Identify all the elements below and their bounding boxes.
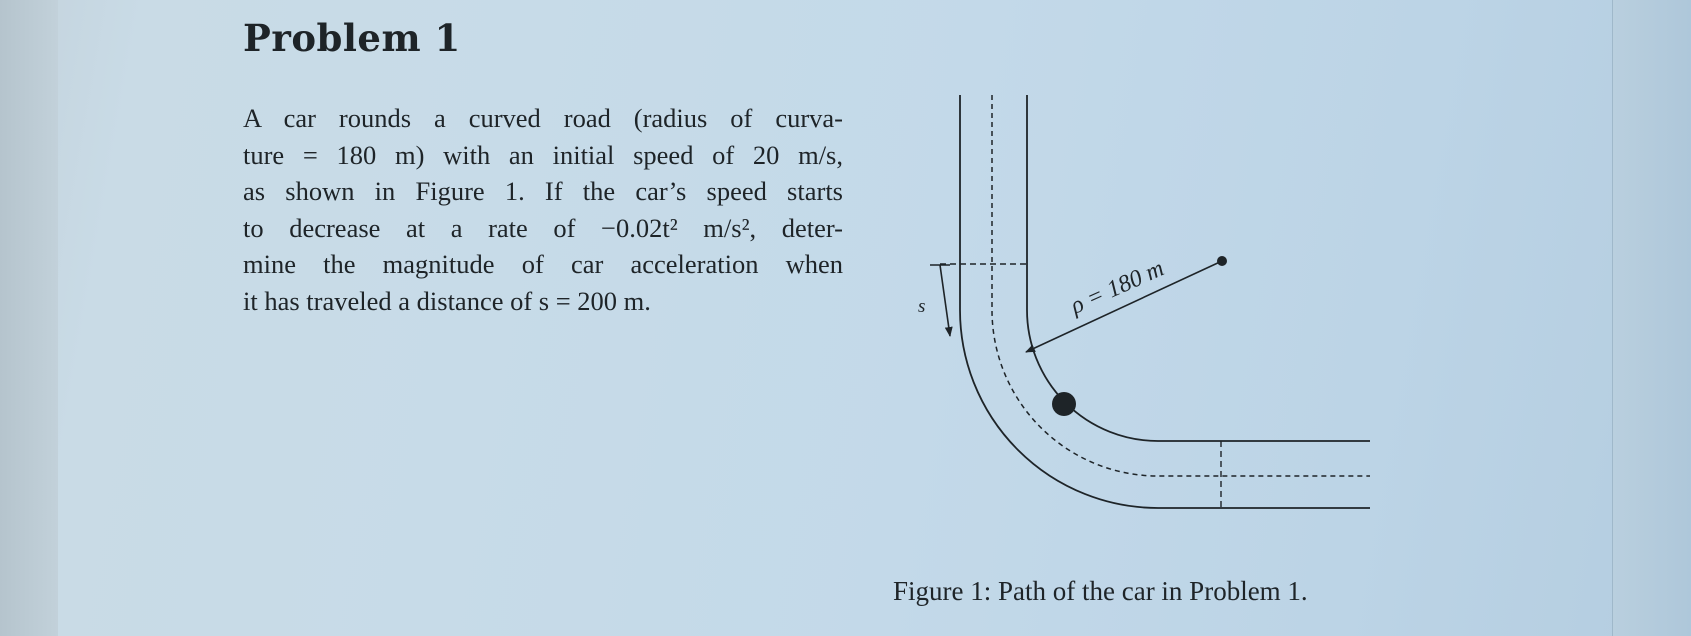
problem-line-6: it has traveled a distance of s = 200 m. [243,285,651,316]
problem-line-3: as shown in Figure 1. If the car’s speed starts [243,176,843,206]
problem-title: Problem 1 [243,16,461,60]
problem-line-1: A car rounds a curved road (radius of curva- [243,103,843,133]
problem-line-5: mine the magnitude of car acceleration when [243,249,843,279]
figure-caption: Figure 1: Path of the car in Problem 1. [893,576,1308,606]
s-label: s [918,296,926,317]
car-dot [1052,392,1076,416]
road-centerline [992,95,1370,476]
road-inner-edge [1027,95,1370,441]
s-arrow [940,265,950,336]
problem-line-4: to decrease at a rate of −0.02t² m/s², deter- [243,212,843,243]
center-of-curvature-dot [1217,256,1227,266]
problem-line-2: ture = 180 m) with an initial speed of 20 m/s, [243,139,843,170]
road-outer-edge [960,95,1370,508]
rho-label: ρ = 180 m [1066,255,1168,320]
